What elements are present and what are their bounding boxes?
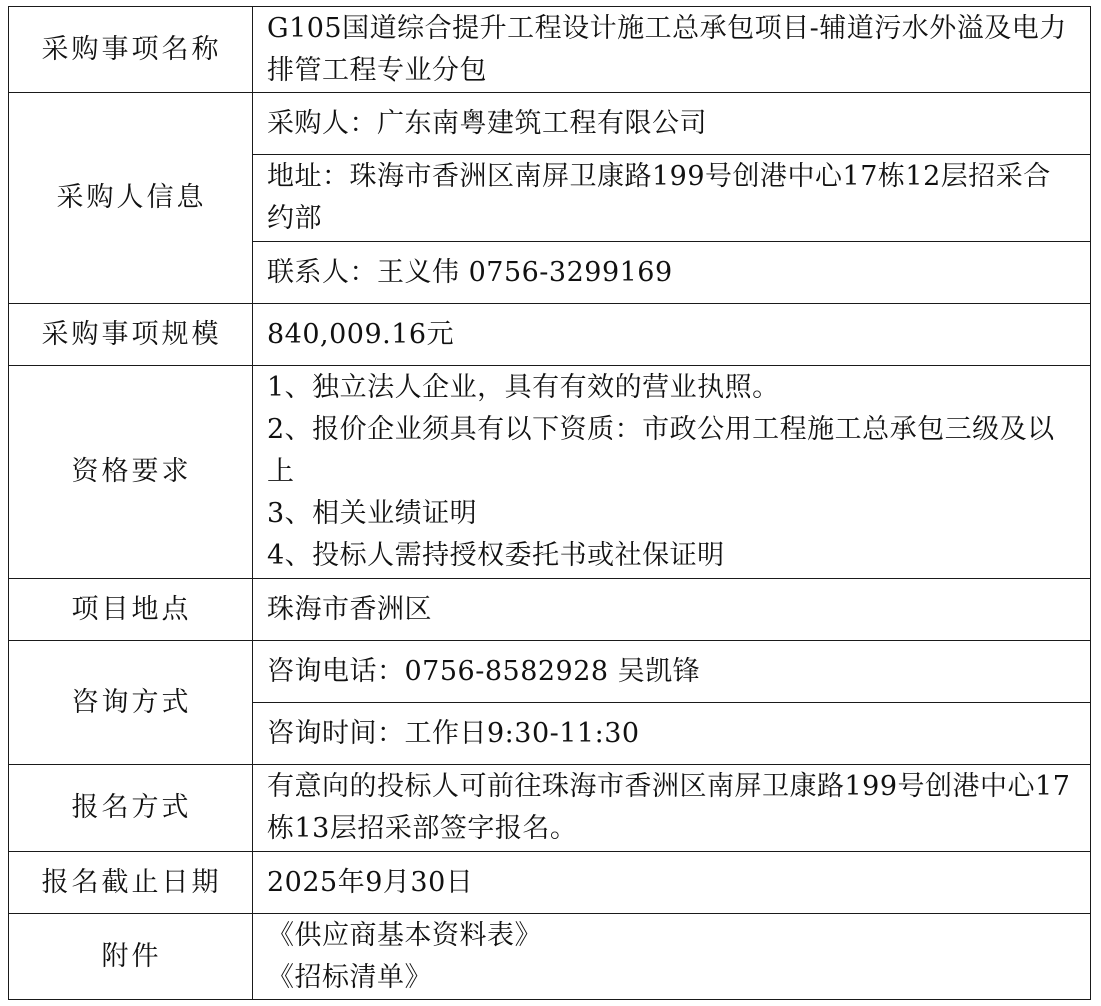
row-inquiry-phone xyxy=(9,641,1091,703)
scale-value: 840,009.16元 xyxy=(253,304,1091,366)
row-purchaser-name xyxy=(9,93,1091,155)
inquiry-phone: 咨询电话：0756-8582928 吴凯锋 xyxy=(253,641,1091,703)
location-value: 珠海市香洲区 xyxy=(253,579,1091,641)
row-registration xyxy=(9,765,1091,852)
deadline-label: 报名截止日期 xyxy=(9,852,253,914)
row-attachments xyxy=(9,914,1091,1000)
row-qualification xyxy=(9,366,1091,579)
location-label: 项目地点 xyxy=(9,579,253,641)
purchaser-contact: 联系人：王义伟 0756-3299169 xyxy=(253,242,1091,304)
procurement-table xyxy=(8,6,1091,1000)
attachment-link[interactable]: 《招标清单》 xyxy=(267,961,432,993)
row-project-name xyxy=(9,7,1091,93)
purchaser-info-label: 采购人信息 xyxy=(9,93,253,304)
qualification-item: 3、相关业绩证明 xyxy=(267,498,478,529)
project-name-label: 采购事项名称 xyxy=(9,7,253,93)
attachments-label: 附件 xyxy=(9,914,253,1000)
scale-label: 采购事项规模 xyxy=(9,304,253,366)
qualification-item: 2、报价企业须具有以下资质：市政公用工程施工总承包三级及以上 xyxy=(267,414,1055,487)
registration-value: 有意向的投标人可前往珠海市香洲区南屏卫康路199号创港中心17栋13层招采部签字报名。 xyxy=(253,765,1091,852)
row-location xyxy=(9,579,1091,641)
row-deadline xyxy=(9,852,1091,914)
project-name-value: G105国道综合提升工程设计施工总承包项目-辅道污水外溢及电力排管工程专业分包 xyxy=(253,7,1091,93)
deadline-value: 2025年9月30日 xyxy=(253,852,1091,914)
purchaser-name: 采购人：广东南粤建筑工程有限公司 xyxy=(253,93,1091,155)
registration-label: 报名方式 xyxy=(9,765,253,852)
inquiry-label: 咨询方式 xyxy=(9,641,253,765)
qualification-label: 资格要求 xyxy=(9,366,253,579)
procurement-notice xyxy=(8,6,1091,999)
row-scale xyxy=(9,304,1091,366)
inquiry-time: 咨询时间：工作日9:30-11:30 xyxy=(253,703,1091,765)
attachment-link[interactable]: 《供应商基本资料表》 xyxy=(267,919,542,951)
attachments-list xyxy=(253,914,1091,1000)
qualification-list xyxy=(253,366,1091,579)
purchaser-address: 地址：珠海市香洲区南屏卫康路199号创港中心17栋12层招采合约部 xyxy=(253,155,1091,242)
qualification-item: 1、独立法人企业，具有有效的营业执照。 xyxy=(267,372,780,403)
qualification-item: 4、投标人需持授权委托书或社保证明 xyxy=(267,540,725,571)
